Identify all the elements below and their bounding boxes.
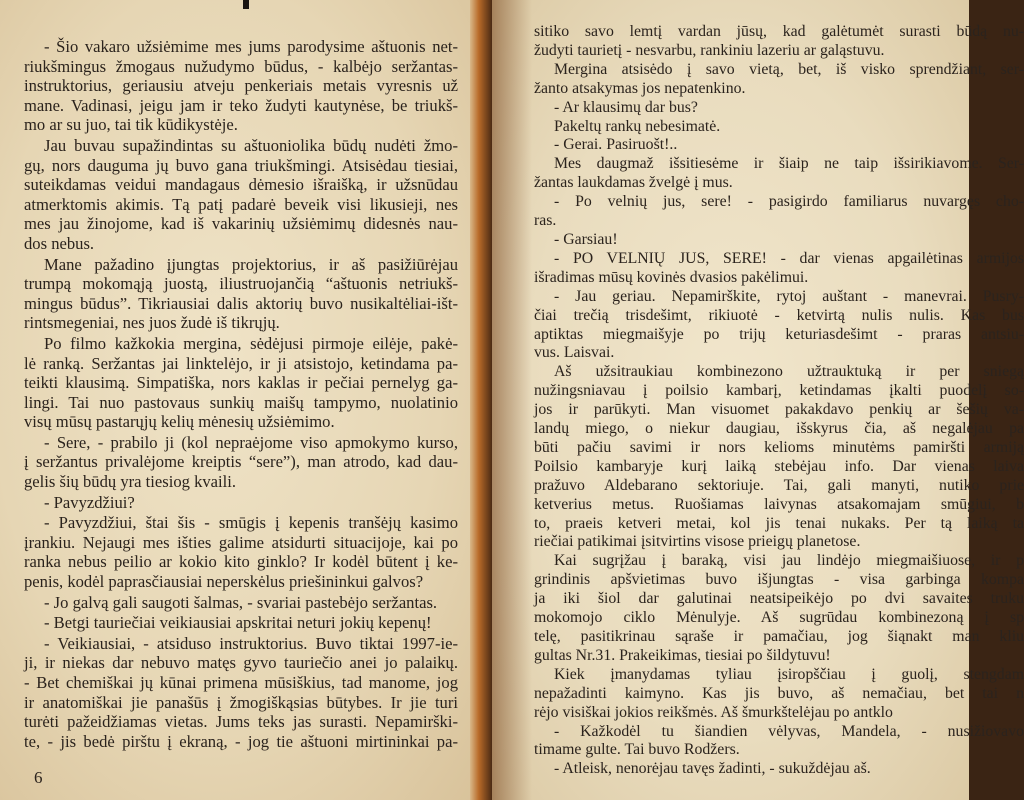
text-line: - Šio vakaro užsiėmime mes jums parodysime aštuonis net- <box>44 37 458 56</box>
text-line: ras. <box>534 212 557 230</box>
paragraph <box>24 255 458 333</box>
text-line: Kiek įmanydamas tyliau įsiropščiau į guolį, stengdam <box>554 665 1024 683</box>
right-book-page <box>492 0 1024 800</box>
paragraph <box>24 334 458 432</box>
text-line: timame gulte. Tai buvo Rodžers. <box>534 741 740 759</box>
paragraph <box>24 493 458 513</box>
left-page-text <box>24 37 458 751</box>
text-line: ranka nebus peilio ar kokio kito ginklo? Ir kodėl būtent į ke- <box>24 552 458 572</box>
text-line: Mergina atsisėdo į savo vietą, bet, iš visko sprendžiant, ser- <box>554 60 1024 78</box>
paragraph <box>534 231 1024 250</box>
paragraph <box>534 552 1024 665</box>
book-gutter <box>470 0 492 800</box>
paragraph <box>534 136 1024 155</box>
text-line: gultas Nr.31. Prakeikimas, tiesiai po šildytuvu! <box>534 646 831 664</box>
text-line: - Veikiausiai, - atsiduso instruktorius. Buvo tiktai 1997-ie- <box>44 633 458 653</box>
text-line: čiai trečią trisdešimt, rikiuotė - ketvirtą nulis nulis. Kas bus <box>534 306 1024 324</box>
paragraph <box>534 723 1024 761</box>
paragraph <box>534 363 1024 552</box>
text-line: lingi. Tai nuo pastovaus sunkių maišų tampymo, nuolatinio <box>24 392 458 412</box>
text-line: trumpą mokomąją juostą, iliustruojančią “aštuonis netriukš- <box>24 274 458 294</box>
text-line: Kai sugrįžau į baraką, visi jau lindėjo miegmaišiuose, ir p <box>554 552 1024 570</box>
text-line: turėti pažeidžiamas vietas. Jums teks jas surasti. Nepamirški- <box>24 712 458 732</box>
paragraph <box>534 23 1024 61</box>
text-line: į seržantus privalėjome kreiptis “sere”), man atrodo, kad dau- <box>24 452 458 472</box>
text-line: mokomojo ciklo Mėnulyje. Aš sugrūdau kombinezoną į sp <box>534 609 1024 627</box>
text-line: mane. Vadinasi, jeigu jam ir teko žudyti kautynėse, be triukš- <box>24 95 458 115</box>
text-line: - Gerai. Pasiruošt!.. <box>554 136 678 154</box>
paragraph <box>24 593 458 613</box>
text-line: vus. Laisvai. <box>534 344 615 362</box>
paragraph <box>534 193 1024 231</box>
text-line: jos ir parūkyti. Man visuomet pakakdavo penkių ar šešių va- <box>534 401 1024 419</box>
text-line: visų mūsų pastarųjų kelių mėnesių užsiėmimo. <box>24 412 335 432</box>
text-line: dos nebus. <box>24 233 95 253</box>
text-line: penis, kodėl paprasčiausiai neperskėlus priešininkui galvos? <box>24 572 424 592</box>
paragraph <box>534 250 1024 288</box>
text-line: grindinis apšvietimas buvo išjungtas - visa garbinga kompa <box>534 571 1024 589</box>
text-line: - Jau geriau. Nepamirškite, rytoj auštant - manevrai. Pusry- <box>554 287 1024 305</box>
paragraph <box>24 634 458 752</box>
text-line: išradimas mūsų kovinės dvasios pakėlimui. <box>534 268 809 286</box>
text-line: gelis šių būdų yra tiesiog kvaili. <box>24 472 237 492</box>
paragraph <box>24 37 458 135</box>
text-line: - PO VELNIŲ JUS, SERE! - dar vienas apgailėtinas armijos <box>554 249 1024 267</box>
text-line: riukšmingus žmogaus nužudymo būdus, - kalbėjo seržantas- <box>24 56 458 76</box>
paragraph <box>534 155 1024 193</box>
text-line: - Betgi tauriečiai veikiausiai apskritai neturi jokių kepenų! <box>44 613 432 633</box>
right-page-text <box>534 23 1024 779</box>
text-line: landų miego, o niekur daugiau, išskyrus čia, aš negalėjau pa <box>534 420 1024 438</box>
text-line: Poilsio kambaryje kurį laiką stebėjau info. Dar vienas laiva <box>534 457 1024 475</box>
text-line: - Pavyzdžiui, štai šis - smūgis į kepenis tranšėjų kasimo <box>44 513 458 533</box>
page-number: 6 <box>34 768 43 787</box>
text-line: gų, nors dauguma jų buvo gana triukšmingi. Atsisėdau tiesiai, <box>24 155 458 175</box>
text-line: mes jau žinojome, kad iš vakarinių užsiėmimų didesnės nau- <box>24 214 458 234</box>
text-line: - Garsiau! <box>554 230 618 248</box>
text-line: žudyti taurietį - nesvarbu, rankiniu lazeriu ar galąstuvu. <box>534 41 885 59</box>
text-line: te, - jis bedė pirštu į ekraną, - jog tie aštuoni mirtininkai pa- <box>24 731 458 751</box>
text-line: rėjo visiškai jokios reikšmės. Aš šmurkštelėjau po antklo <box>534 703 893 721</box>
text-line: ketverius metus. Ruošiamas laivynas atsakomajam smūgiui, b <box>534 495 1024 513</box>
paragraph <box>534 61 1024 99</box>
text-line: ji, ir niekas dar nebuvo matęs gyvo tauriečio anei jo palaikų. <box>24 653 458 673</box>
paragraph <box>24 513 458 591</box>
text-line: mo ar su juo, tai tik kūdikystėje. <box>24 115 238 135</box>
text-line: būti pačiu savimi ir nors kelioms minutėms pamiršti armiją <box>534 438 1024 456</box>
text-line: - Jo galvą gali saugoti šalmas, - svariai pastebėjo seržantas. <box>44 592 438 612</box>
text-line: ir anatomiškai jie panašūs į žmogiškąsias būtybes. Ir jie turi <box>24 692 458 712</box>
text-line: Jau buvau supažindintas su aštuoniolika būdų nudėti žmo- <box>44 135 458 155</box>
text-line: - Atleisk, nenorėjau tavęs žadinti, - sukuždėjau aš. <box>554 760 871 778</box>
text-line: - Bet chemiškai jų kūnai primena mūsiškius, tad manome, jog <box>24 673 458 692</box>
text-line: lė ranką. Seržantas jai linktelėjo, ir ji atsistojo, ketindama pa- <box>24 353 458 373</box>
paragraph <box>534 288 1024 364</box>
text-line: atmerktomis akimis. Tą patį padarė beveik visi likusieji, nes <box>24 194 458 214</box>
text-line: ja iki šiol dar galutinai neatsipeikėjo po dvi savaites truku <box>534 590 1024 608</box>
paragraph <box>534 118 1024 137</box>
paragraph <box>24 613 458 633</box>
text-line: nepažadinti kaimyno. Kas jis buvo, aš nemačiau, bet tai n <box>534 684 1024 702</box>
text-line: - Po velnių jus, sere! - pasigirdo familiarus nuvargęs cho- <box>554 193 1024 211</box>
paragraph <box>24 136 458 254</box>
paragraph <box>534 666 1024 723</box>
gutter-shadow <box>492 0 532 800</box>
text-line: to, praeis ketveri metai, kol jis tenai nukaks. Per tą laiką ta <box>534 514 1024 532</box>
left-book-page <box>0 0 480 800</box>
text-line: aptiktas miegmaišyje po trijų keturiasdešimt - praras antsiu- <box>534 325 1024 343</box>
text-line: mingus būdus”. Tikriausiai dalis aktorių buvo nusikaltėliai-išt- <box>24 293 458 313</box>
text-line: žanto atsakymas jos nepatenkino. <box>534 79 746 97</box>
text-line: teikti klausimą. Simpatiška, nors kaklas ir pečiai pernelyg ga- <box>24 373 458 393</box>
text-line: - Sere, - prabilo ji (kol nepraėjome viso apmokymo kurso, <box>44 432 458 452</box>
text-line: telę, pasitikrinau sąraše ir pamačiau, jog šiąnakt man kliu <box>534 628 1024 645</box>
text-line: sitiko savo lemtį vardan jūsų, kad galėtumėt surasti būdą nu- <box>534 23 1024 40</box>
text-line: Pakeltų rankų nebesimatė. <box>554 117 721 135</box>
text-line: įrankiu. Nejaugi mes išties galime atsidurti situacijoje, kai po <box>24 532 458 552</box>
text-line: - Pavyzdžiui? <box>44 492 135 512</box>
text-line: Aš užsitraukiau kombinezono užtrauktuką ir per sniegą <box>554 363 1024 381</box>
text-line: Mane pažadino įjungtas projektorius, ir aš pasižiūrėjau <box>44 254 458 274</box>
paragraph <box>24 433 458 492</box>
text-line: rintsmegeniai, nes juos žudė iš tikrųjų. <box>24 313 280 333</box>
chapter-heading-fragment <box>243 0 249 9</box>
text-line: Po filmo kažkokia mergina, sėdėjusi pirmoje eilėje, pakė- <box>44 333 458 353</box>
text-line: - Ar klausimų dar bus? <box>554 98 698 116</box>
text-line: Mes daugmaž išsitiesėme ir šiaip ne taip išsirikiavome. Ser- <box>554 155 1024 173</box>
text-line: žantas laukdamas žvelgė į mus. <box>534 174 733 192</box>
text-line: - Kažkodėl tu šiandien vėlyvas, Mandela, - nusižiovavo <box>554 722 1024 740</box>
paragraph <box>534 99 1024 118</box>
text-line: riečiai patikimai įsitvirtins visose prieigų planetose. <box>534 533 861 551</box>
text-line: suteikdamas veidui mandagaus dėmesio išraišką, ir užsnūdau <box>24 175 458 195</box>
paragraph <box>534 760 1024 779</box>
text-line: instruktorius, geriausiu atveju penkeriais metais vyresnis už <box>24 76 458 96</box>
text-line: pražuvo Aldebarano sektoriuje. Tai, gali manyti, nutiko prie <box>534 476 1024 494</box>
text-line: nužingsniavau į poilsio kambarį, ketindamas įkalti puodelį so- <box>534 382 1024 400</box>
